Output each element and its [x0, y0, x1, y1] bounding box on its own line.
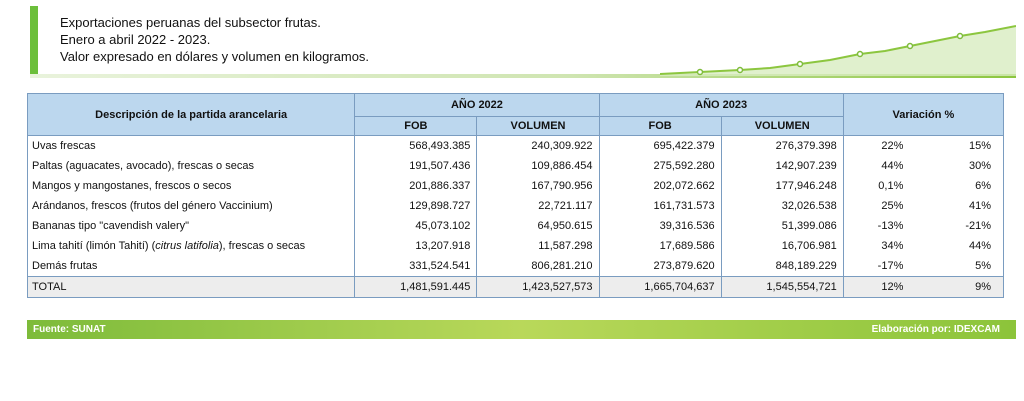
title-line-2: Enero a abril 2022 - 2023.: [60, 32, 211, 47]
row-description: Mangos y mangostanes, frescos o secos: [28, 176, 355, 196]
header-variation: Variación %: [843, 94, 1003, 136]
volumen-2023: 142,907.239: [721, 156, 843, 176]
fob-2022: 191,507.436: [355, 156, 477, 176]
table-row: [28, 196, 1004, 216]
table-row: [28, 216, 1004, 236]
exports-table: [27, 93, 1004, 298]
row-description-text-end: ), frescas o secas: [218, 240, 306, 252]
fob-2023: 17,689.586: [599, 236, 721, 256]
volumen-2022: 22,721.117: [477, 196, 599, 216]
row-description: Paltas (aguacates, avocado), frescas o secas: [28, 156, 355, 176]
volumen-2023: 276,379.398: [721, 136, 843, 157]
variation-volumen: 41%: [923, 196, 1003, 216]
variation-fob: 0,1%: [843, 176, 923, 196]
report-title: [60, 14, 369, 65]
variation-fob: 44%: [843, 156, 923, 176]
footer-elaboration: Elaboración por: IDEXCAM: [871, 324, 1000, 335]
row-description: Uvas frescas: [28, 136, 355, 157]
footer-source: Fuente: SUNAT: [33, 324, 106, 335]
title-line-3: Valor expresado en dólares y volumen en kilogramos.: [60, 49, 370, 64]
volumen-2022: 240,309.922: [477, 136, 599, 157]
header-accent-bar: [30, 6, 38, 74]
fob-2023: 39,316.536: [599, 216, 721, 236]
fob-2023: 273,879.620: [599, 256, 721, 277]
fob-2022: 568,493.385: [355, 136, 477, 157]
variation-volumen: 44%: [923, 236, 1003, 256]
fob-2023: 161,731.573: [599, 196, 721, 216]
table-row: [28, 176, 1004, 196]
row-description: Arándanos, frescos (frutos del género Vaccinium): [28, 196, 355, 216]
row-description: Bananas tipo "cavendish valery": [28, 216, 355, 236]
fob-2022: 13,207.918: [355, 236, 477, 256]
variation-volumen: 5%: [923, 256, 1003, 277]
volumen-2023: 32,026.538: [721, 196, 843, 216]
row-description-text: Lima tahití (limón Tahití) (: [32, 240, 156, 252]
variation-fob: 34%: [843, 236, 923, 256]
row-description-italic: citrus latifolia: [155, 240, 219, 252]
fob-2023: 695,422.379: [599, 136, 721, 157]
volumen-2022: 64,950.615: [477, 216, 599, 236]
volumen-2023: 848,189.229: [721, 256, 843, 277]
total-variation-fob: 12%: [843, 277, 923, 298]
total-volumen-2022: 1,423,527,573: [477, 277, 599, 298]
fob-2023: 275,592.280: [599, 156, 721, 176]
fob-2022: 129,898.727: [355, 196, 477, 216]
header-fob-2022: FOB: [355, 117, 477, 136]
volumen-2023: 16,706.981: [721, 236, 843, 256]
growth-graph-decoration: [660, 24, 1016, 76]
header-year-2022: AÑO 2022: [355, 94, 599, 117]
header-description: Descripción de la partida arancelaria: [28, 94, 355, 136]
variation-volumen: 30%: [923, 156, 1003, 176]
header-year-2023: AÑO 2023: [599, 94, 843, 117]
row-description: [28, 236, 355, 256]
volumen-2022: 109,886.454: [477, 156, 599, 176]
total-row: [28, 277, 1004, 298]
header-volumen-2022: VOLUMEN: [477, 117, 599, 136]
table-row: [28, 156, 1004, 176]
total-fob-2023: 1,665,704,637: [599, 277, 721, 298]
exports-table-wrap: [27, 93, 1004, 298]
table-row: [28, 136, 1004, 157]
fob-2022: 201,886.337: [355, 176, 477, 196]
footer-bar: [27, 320, 1016, 339]
variation-volumen: 15%: [923, 136, 1003, 157]
variation-volumen: -21%: [923, 216, 1003, 236]
volumen-2023: 51,399.086: [721, 216, 843, 236]
title-line-1: Exportaciones peruanas del subsector frutas.: [60, 15, 321, 30]
volumen-2022: 806,281.210: [477, 256, 599, 277]
variation-fob: -17%: [843, 256, 923, 277]
variation-fob: -13%: [843, 216, 923, 236]
total-fob-2022: 1,481,591.445: [355, 277, 477, 298]
fob-2022: 45,073.102: [355, 216, 477, 236]
variation-fob: 22%: [843, 136, 923, 157]
variation-fob: 25%: [843, 196, 923, 216]
total-variation-volumen: 9%: [923, 277, 1003, 298]
total-label: TOTAL: [28, 277, 355, 298]
header-fob-2023: FOB: [599, 117, 721, 136]
header-volumen-2023: VOLUMEN: [721, 117, 843, 136]
table-row: [28, 256, 1004, 277]
variation-volumen: 6%: [923, 176, 1003, 196]
volumen-2022: 11,587.298: [477, 236, 599, 256]
volumen-2022: 167,790.956: [477, 176, 599, 196]
fob-2023: 202,072.662: [599, 176, 721, 196]
table-row: [28, 236, 1004, 256]
row-description: Demás frutas: [28, 256, 355, 277]
volumen-2023: 177,946.248: [721, 176, 843, 196]
fob-2022: 331,524.541: [355, 256, 477, 277]
total-volumen-2023: 1,545,554,721: [721, 277, 843, 298]
